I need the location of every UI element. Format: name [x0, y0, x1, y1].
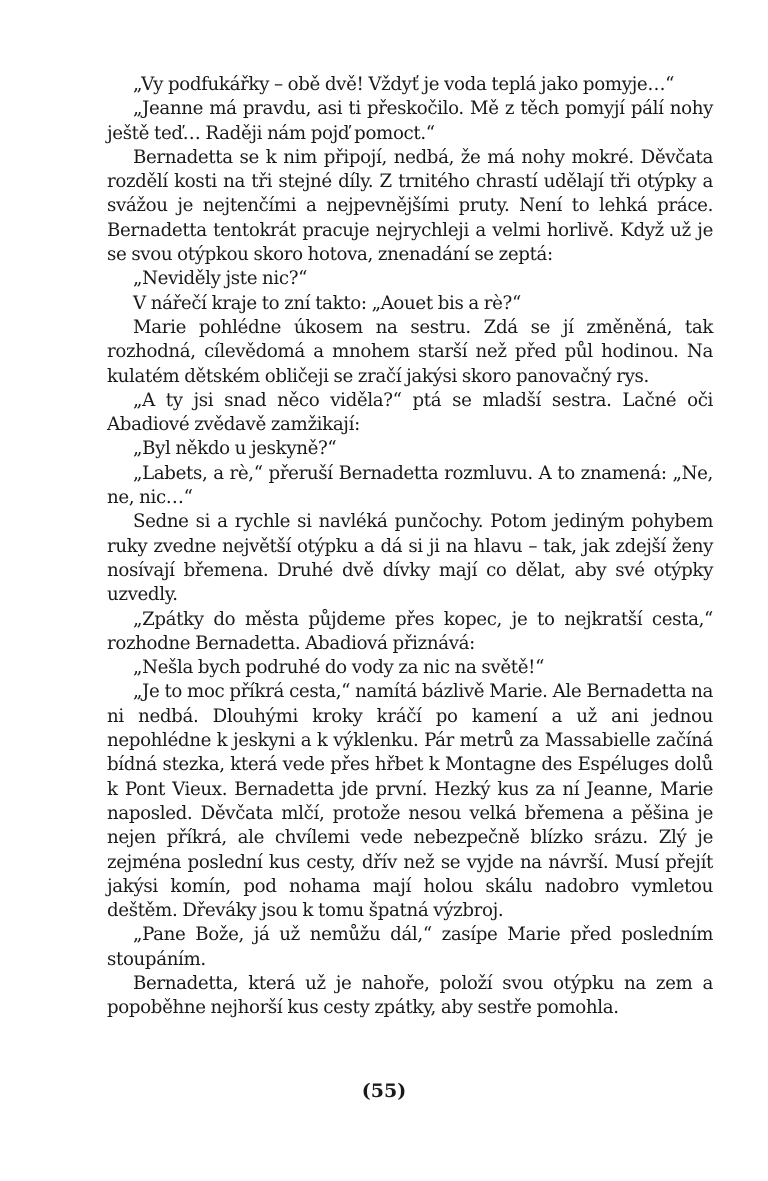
paragraph: „Zpátky do města půjdeme přes kopec, je to nejkratší cesta,“ rozhodne Bernadetta. Abadiová přiznává: [107, 608, 713, 654]
paragraph: Bernadetta se k nim připojí, nedbá, že má nohy mokré. Děvčata rozdělí kosti na tři stejné díly. Z trnitého chrastí udělají tři otýpky a svážou je nejtenčími a nejpevnějšími pruty. Není to lehká práce. Bernadetta tentokrát pracuje nejrychleji a velmi horlivě. Když už je se svou otýpkou skoro hotova, znenadání se zeptá: [107, 146, 713, 266]
paragraph: „Byl někdo u jeskyně?“ [133, 438, 337, 460]
paragraph: „Neviděly jste nic?“ [133, 268, 308, 290]
paragraph: „Nešla bych podruhé do vody za nic na světě!“ [133, 657, 545, 679]
paragraph: „Labets, a rè,“ přeruší Bernadetta rozmluvu. A to znamená: „Ne, ne, nic…“ [107, 462, 713, 509]
page-number: (55) [361, 1080, 407, 1102]
paragraph: „Pane Bože, já už nemůžu dál,“ zasípe Marie před posledním stoupáním. [107, 924, 713, 970]
paragraph: „Je to moc příkrá cesta,“ namítá bázlivě Marie. Ale Bernadetta na ni nedbá. Dlouhými kroky kráčí po kamení a už ani jednou nepohlédne k jeskyni a k výklenku. Pár metrů za Massabielle začíná bídná stezka, která vede přes hřbet k Montagne des Espéluges dolů k Pont Vieux. Bernadetta jde první. Hezký kus za ní Jeanne, Marie naposled. Děvčata mlčí, protože nesou velká břemena a pěšina je nejen příkrá, ale chvílemi vede nebezpečně blízko srázu. Zlý je zejména poslední kus cesty, dřív než se vyjde na návrší. Musí přejít jakýsi komín, pod nohama mají holou skálu nadobro vymletou deštěm. Dřeváky jsou k tomu špatná výzbroj. [107, 681, 713, 922]
paragraph: „A ty jsi snad něco viděla?“ ptá se mladší sestra. Lačné oči Abadiové zvědavě zamžikají: [107, 389, 713, 436]
paragraph: Bernadetta, která už je nahoře, položí svou otýpku na zem a popoběhne nejhorší kus cesty zpátky, aby sestře pomohla. [107, 972, 713, 1019]
paragraph: Sedne si a rychle si navléká punčochy. Potom jediným pohybem ruky zvedne největší otýpku a dá si ji na hlavu – tak, jak zdejší ženy nosívají břemena. Druhé dvě dívky mají co dělat, aby své otýpky uzvedly. [107, 511, 713, 606]
paragraph: V nářečí kraje to zní takto: „Aouet bis a rè?“ [133, 292, 521, 314]
paragraph: „Vy podfukářky – obě dvě! Vždyť je voda teplá jako pomyje…“ [133, 74, 675, 95]
page-body [107, 73, 713, 1021]
paragraph: Marie pohlédne úkosem na sestru. Zdá se jí změněná, tak rozhodná, cílevědomá a mnohem starší než před půl hodinou. Na kulatém dětském obličeji se zračí jakýsi skoro panovačný rys. [107, 316, 713, 387]
paragraph: „Jeanne má pravdu, asi ti přeskočilo. Mě z těch pomyjí pálí nohy ještě teď… Raději nám pojď pomoct.“ [107, 98, 713, 144]
